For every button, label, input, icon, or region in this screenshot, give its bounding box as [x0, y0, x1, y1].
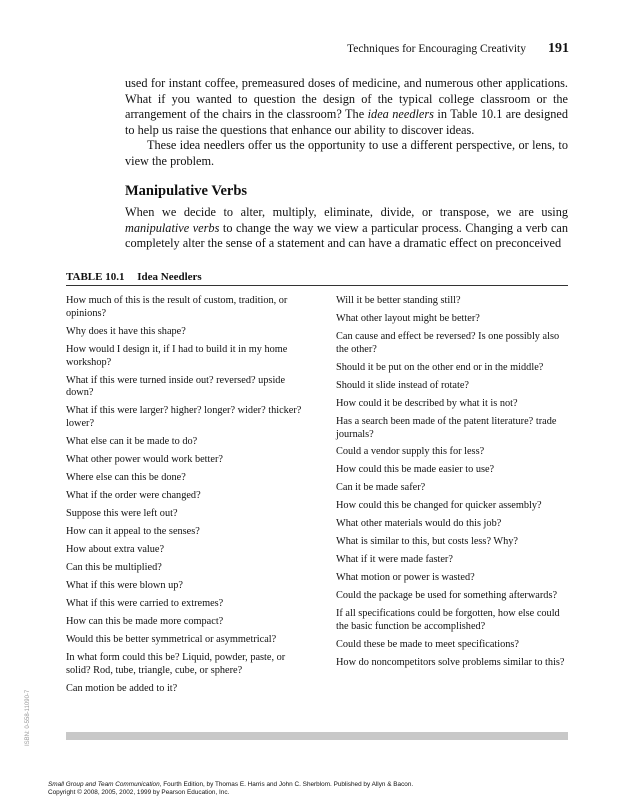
table-bottom-rule: [66, 732, 568, 740]
paragraph-3-end: to change the way we view a particular process. Changing a verb can completely alter the sense of a statement and can have a dramatic effect on preconceived: [125, 220, 569, 251]
table-question: What motion or power is wasted?: [336, 572, 475, 584]
table-question: How can this be made more compact?: [66, 615, 224, 627]
table-question: What else can it be made to do?: [66, 436, 198, 448]
page-number: 191: [548, 41, 569, 56]
margin-isbn: ISBN: 0-558-11090-7: [25, 689, 31, 746]
table-question: How much of this is the result of custom, tradition, or opinions?: [66, 295, 288, 319]
table-question: How could this be changed for quicker assembly?: [336, 500, 542, 512]
table-question: What is similar to this, but costs less? Why?: [336, 536, 518, 548]
table-question: Could the package be used for something afterwards?: [336, 590, 558, 602]
table-caption: [66, 271, 568, 286]
table-question: How could it be described by what it is not?: [336, 397, 518, 409]
paragraph-2: These idea needlers offer us the opportunity to use a different perspective, or lens, to view the problem.: [125, 138, 568, 168]
footer-book-title: Small Group and Team Communication: [48, 781, 160, 788]
table-left-column: [66, 295, 306, 701]
table-question: Will it be better standing still?: [336, 295, 461, 306]
table-number: TABLE 10.1: [66, 271, 125, 283]
table-question: Should it slide instead of rotate?: [336, 379, 469, 391]
table-question: How can it appeal to the senses?: [66, 526, 200, 538]
table-question: What if this were carried to extremes?: [66, 597, 224, 609]
table-question: What if this were blown up?: [66, 579, 183, 591]
table-question: What other materials would do this job?: [336, 518, 502, 530]
table-question: Could a vendor supply this for less?: [336, 446, 485, 458]
footer-line-1-rest: , Fourth Edition, by Thomas E. Harris and John C. Sherblom. Published by Allyn & Bacon.: [159, 781, 414, 788]
table-title: Idea Needlers: [137, 271, 202, 283]
paragraph-3-start: When we decide to alter, multiply, eliminate, divide, or transpose, we are using: [125, 205, 568, 220]
idea-needlers-term: idea needlers: [367, 107, 434, 122]
paragraph-1-end: in Table 10.1 are designed to help us raise the questions that enhance our ability to discover ideas.: [125, 107, 568, 137]
table-question: Can it be made safer?: [336, 482, 426, 494]
table-question: What other power would work better?: [66, 454, 223, 466]
paragraph-1-start: used for instant coffee, premeasured doses of medicine, and numerous other applications. What if you wanted to question the design of the typical college classroom or the arrangement of the chairs in the classroom? The: [125, 76, 568, 122]
table-question: What if this were turned inside out? reversed? upside down?: [66, 374, 286, 399]
table-question: How about extra value?: [66, 544, 165, 556]
table-question: Why does it have this shape?: [66, 325, 186, 337]
table-body: [66, 295, 568, 701]
table-question: Should it be put on the other end or in the middle?: [336, 361, 544, 373]
table-question: How do noncompetitors solve problems similar to this?: [336, 657, 565, 669]
running-head: [347, 41, 569, 57]
table-question: Can cause and effect be reversed? Is one possibly also the other?: [336, 330, 560, 355]
table-question: Can this be multiplied?: [66, 562, 162, 573]
footer-line-1: [48, 781, 413, 789]
table-question: Can motion be added to it?: [66, 682, 178, 694]
table-question: Suppose this were left out?: [66, 508, 178, 520]
table-question: If all specifications could be forgotten, how else could the basic function be accomplished?: [336, 608, 560, 633]
table-question: How would I design it, if I had to build it in my home workshop?: [66, 343, 288, 368]
table-question: What if it were made faster?: [336, 554, 453, 566]
footer-line-2: Copyright © 2008, 2005, 2002, 1999 by Pearson Education, Inc.: [48, 789, 230, 796]
table-question: Has a search been made of the patent literature? trade journals?: [336, 415, 557, 440]
table-question: How could this be made easier to use?: [336, 464, 495, 476]
table-question: In what form could this be? Liquid, powder, paste, or solid? Rod, tube, triangle, cube, or sphere?: [66, 651, 286, 676]
table-question: What if this were larger? higher? longer? wider? thicker? lower?: [66, 405, 302, 430]
section-heading: Manipulative Verbs: [125, 182, 248, 199]
manipulative-verbs-term: manipulative verbs: [125, 220, 220, 235]
running-head-title: Techniques for Encouraging Creativity: [347, 43, 526, 55]
footer: [48, 781, 413, 797]
body-text: [125, 76, 568, 252]
table-question: Where else can this be done?: [66, 472, 186, 484]
table-question: Could these be made to meet specifications?: [336, 639, 519, 651]
table-question: Would this be better symmetrical or asymmetrical?: [66, 633, 277, 645]
paragraph-1: [125, 76, 568, 138]
table-right-column: [336, 295, 568, 701]
paragraph-3: [125, 205, 568, 252]
table-question: What other layout might be better?: [336, 312, 480, 324]
table-question: What if the order were changed?: [66, 490, 201, 502]
